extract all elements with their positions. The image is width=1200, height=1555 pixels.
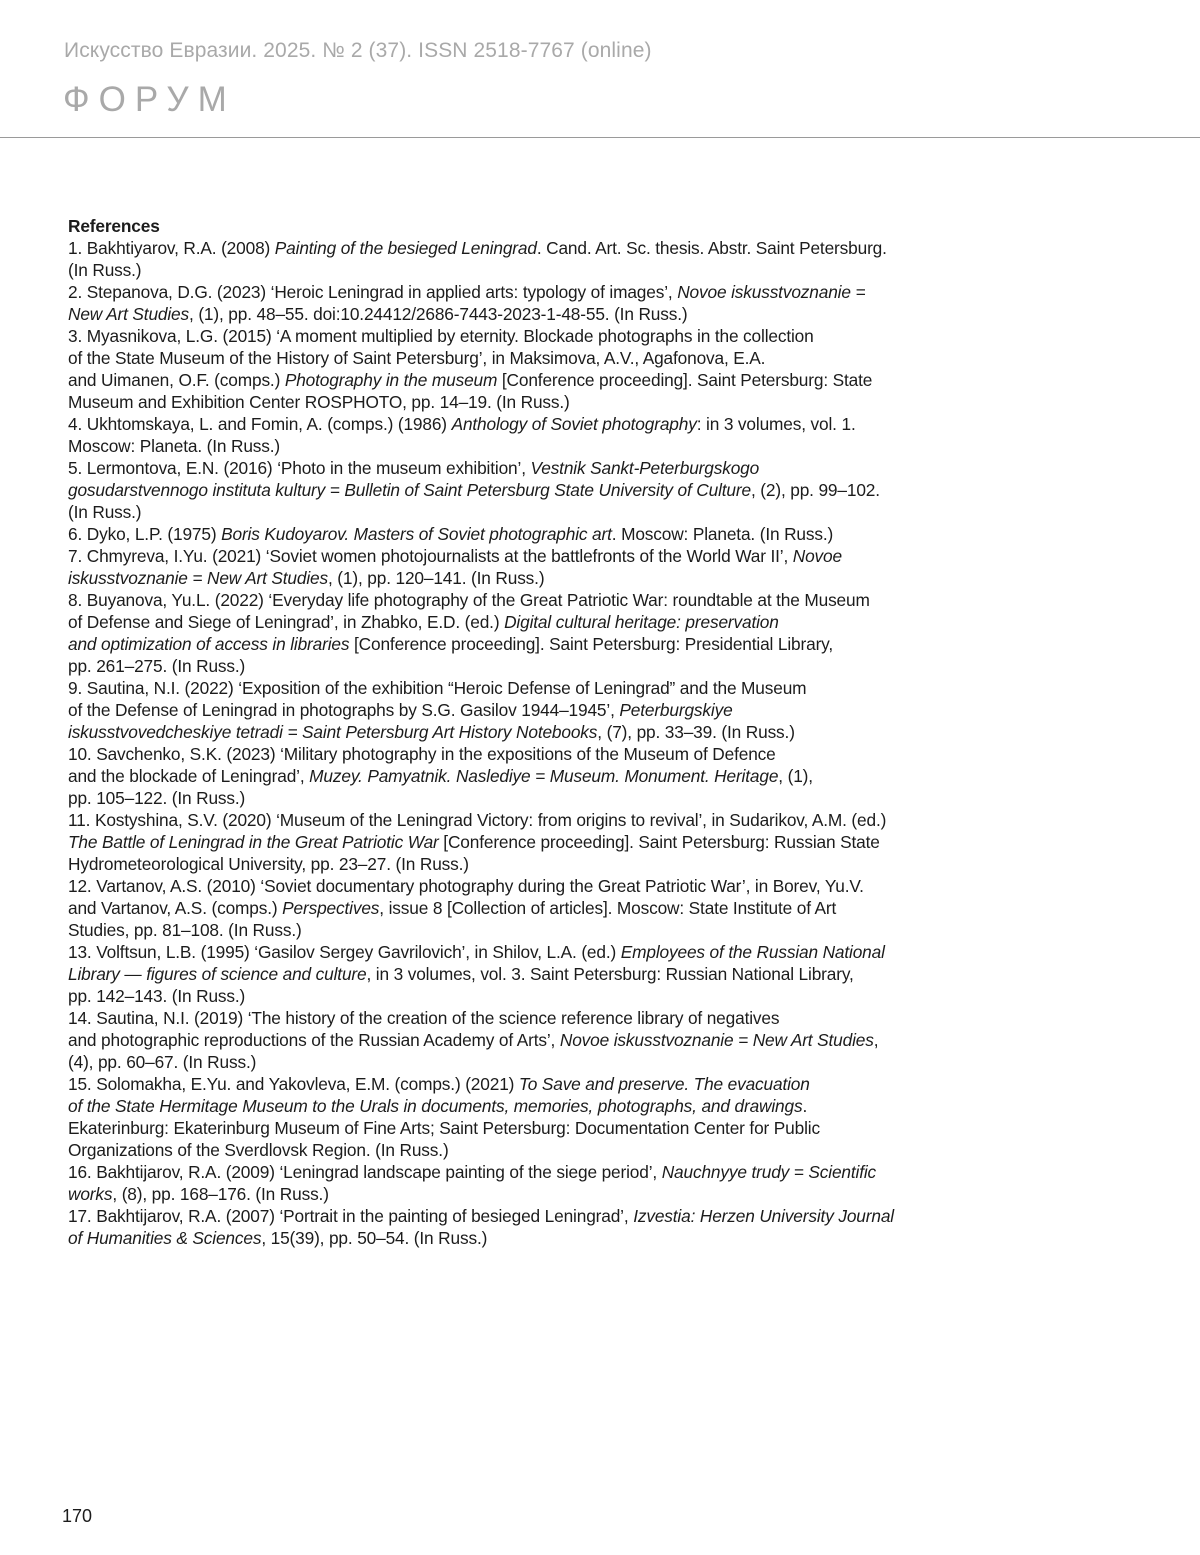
page-number: 170 bbox=[62, 1506, 93, 1526]
reference-text: 11. Kostyshina, S.V. (2020) ‘Museum of the Leningrad Victory: from origins to revival’, in Sudarikov, A.M. (ed.) bbox=[68, 810, 887, 830]
reference-text: , in 3 volumes, vol. 3. Saint Petersburg: Russian National Library, pp. 142–143. (In Russ.) bbox=[68, 964, 854, 1006]
reference-text: , (1), pp. 105–122. (In Russ.) bbox=[68, 766, 813, 808]
reference-text: 6. Dyko, L.P. (1975) bbox=[68, 524, 222, 544]
reference-item bbox=[68, 413, 968, 457]
reference-text: [Conference proceeding]. Saint Petersburg: Russian State Hydrometeorological University, pp. 23–27. (In Russ.) bbox=[68, 832, 880, 874]
reference-text: , (2), pp. 99–102. (In Russ.) bbox=[68, 480, 880, 522]
reference-text: . Cand. Art. Sc. thesis. Abstr. Saint Petersburg. (In Russ.) bbox=[68, 238, 887, 280]
reference-item bbox=[68, 1161, 968, 1205]
reference-text: . Ekaterinburg: Ekaterinburg Museum of Fine Arts; Saint Petersburg: Documentation Center for Public Organizations of the Sverdlovsk Region. (In Russ.) bbox=[68, 1096, 820, 1160]
reference-item bbox=[68, 545, 968, 589]
reference-text: , (8), pp. 168–176. (In Russ.) bbox=[112, 1184, 329, 1204]
reference-text: 3. Myasnikova, L.G. (2015) ‘A moment multiplied by eternity. Blockade photographs in the collection of the State Museum of the History of Saint Petersburg’, in Maksimova, A.V., Agafonova, E.A. and Uimanen, O.F. (comps.) bbox=[68, 326, 814, 390]
reference-title: The Battle of Leningrad in the Great Patriotic War bbox=[68, 832, 439, 852]
reference-title: Perspectives bbox=[282, 898, 380, 918]
reference-text: 7. Chmyreva, I.Yu. (2021) ‘Soviet women photojournalists at the battlefronts of the World War II’, bbox=[68, 546, 793, 566]
reference-text: 4. Ukhtomskaya, L. and Fomin, A. (comps.) (1986) bbox=[68, 414, 452, 434]
reference-text: , 15(39), pp. 50–54. (In Russ.) bbox=[261, 1228, 488, 1248]
reference-title: Vestnik Sankt-Peterburgskogo gosudarstvennogo instituta kultury = Bulletin of Saint Petersburg State University of Culture bbox=[68, 458, 760, 500]
reference-item bbox=[68, 457, 968, 523]
references-heading: References bbox=[68, 216, 160, 236]
reference-text: . Moscow: Planeta. (In Russ.) bbox=[611, 524, 834, 544]
reference-text: [Conference proceeding]. Saint Petersburg: State Museum and Exhibition Center ROSPHOTO, pp. 14–19. (In Russ.) bbox=[68, 370, 873, 412]
reference-item bbox=[68, 325, 968, 413]
reference-text: 16. Bakhtijarov, R.A. (2009) ‘Leningrad landscape painting of the siege period’, bbox=[68, 1162, 662, 1182]
reference-item bbox=[68, 237, 968, 281]
reference-text: 8. Buyanova, Yu.L. (2022) ‘Everyday life photography of the Great Patriotic War: roundtable at the Museum of Defense and Siege of Leningrad’, in Zhabko, E.D. (ed.) bbox=[68, 590, 870, 632]
reference-text: , (1), pp. 120–141. (In Russ.) bbox=[328, 568, 545, 588]
reference-text: 2. Stepanova, D.G. (2023) ‘Heroic Leningrad in applied arts: typology of images’, bbox=[68, 282, 678, 302]
reference-text: 12. Vartanov, A.S. (2010) ‘Soviet documentary photography during the Great Patriotic War’, in Borev, Yu.V. and Vartanov, A.S. (comps.) bbox=[68, 876, 864, 918]
reference-item bbox=[68, 677, 968, 743]
reference-title: To Save and preserve. The evacuation of the State Hermitage Museum to the Urals in documents, memories, photographs, and drawings bbox=[68, 1074, 810, 1116]
reference-text: 14. Sautina, N.I. (2019) ‘The history of the creation of the science reference library of negatives and photographic reproductions of the Russian Academy of Arts’, bbox=[68, 1008, 780, 1050]
reference-text: , (7), pp. 33–39. (In Russ.) bbox=[597, 722, 795, 742]
reference-item bbox=[68, 589, 968, 677]
reference-item bbox=[68, 1007, 968, 1073]
reference-item bbox=[68, 875, 968, 941]
reference-title: Employees of the Russian National Library — figures of science and culture bbox=[68, 942, 885, 984]
reference-item bbox=[68, 941, 968, 1007]
reference-title: Photography in the museum bbox=[284, 370, 498, 390]
reference-text: 1. Bakhtiyarov, R.A. (2008) bbox=[68, 238, 275, 258]
reference-item bbox=[68, 281, 968, 325]
reference-item bbox=[68, 1073, 968, 1161]
journal-header: Искусство Евразии. 2025. № 2 (37). ISSN 2518-7767 (online) bbox=[64, 39, 652, 62]
reference-title: Anthology of Soviet photography bbox=[451, 414, 697, 434]
references-section bbox=[68, 215, 968, 1249]
reference-text: , issue 8 [Collection of articles]. Moscow: State Institute of Art Studies, pp. 81–108. (In Russ.) bbox=[68, 898, 837, 940]
reference-title: Novoe iskusstvoznanie = New Art Studies bbox=[68, 282, 866, 324]
reference-text: [Conference proceeding]. Saint Petersburg: Presidential Library, pp. 261–275. (In Russ.) bbox=[68, 634, 834, 676]
reference-title: Peterburgskiye iskusstvovedcheskiye tetradi = Saint Petersburg Art History Notebooks bbox=[68, 700, 733, 742]
reference-item bbox=[68, 809, 968, 875]
reference-text: 17. Bakhtijarov, R.A. (2007) ‘Portrait in the painting of besieged Leningrad’, bbox=[68, 1206, 634, 1226]
reference-title: Muzey. Pamyatnik. Naslediye = Museum. Monument. Heritage bbox=[309, 766, 779, 786]
reference-title: Novoe iskusstvoznanie = New Art Studies bbox=[559, 1030, 874, 1050]
reference-item bbox=[68, 743, 968, 809]
header-divider bbox=[0, 137, 1200, 138]
reference-title: Boris Kudoyarov. Masters of Soviet photographic art bbox=[221, 524, 612, 544]
reference-text: 9. Sautina, N.I. (2022) ‘Exposition of the exhibition “Heroic Defense of Leningrad” and the Museum of the Defense of Leningrad in photographs by S.G. Gasilov 1944–1945’, bbox=[68, 678, 807, 720]
reference-title: Digital cultural heritage: preservation and optimization of access in libraries bbox=[68, 612, 779, 654]
reference-text: 10. Savchenko, S.K. (2023) ‘Military photography in the expositions of the Museum of Defence and the blockade of Leningrad’, bbox=[68, 744, 776, 786]
reference-text: , (1), pp. 48–55. doi:10.24412/2686-7443-2023-1-48-55. (In Russ.) bbox=[189, 304, 688, 324]
reference-title: Painting of the besieged Leningrad bbox=[274, 238, 537, 258]
reference-title: Novoe iskusstvoznanie = New Art Studies bbox=[68, 546, 842, 588]
references-list bbox=[68, 237, 968, 1249]
reference-text: , (4), pp. 60–67. (In Russ.) bbox=[68, 1030, 879, 1072]
reference-text: 5. Lermontova, E.N. (2016) ‘Photo in the museum exhibition’, bbox=[68, 458, 531, 478]
reference-title: Nauchnyye trudy = Scientific works bbox=[68, 1162, 877, 1204]
reference-text: : in 3 volumes, vol. 1. Moscow: Planeta. (In Russ.) bbox=[68, 414, 856, 456]
reference-text: 13. Volftsun, L.B. (1995) ‘Gasilov Sergey Gavrilovich’, in Shilov, L.A. (ed.) bbox=[68, 942, 621, 962]
reference-title: Izvestia: Herzen University Journal of Humanities & Sciences bbox=[68, 1206, 894, 1248]
reference-text: 15. Solomakha, E.Yu. and Yakovleva, E.M. (comps.) (2021) bbox=[68, 1074, 519, 1094]
reference-item bbox=[68, 1205, 968, 1249]
section-title: ФОРУМ bbox=[63, 80, 236, 119]
reference-item bbox=[68, 523, 968, 545]
